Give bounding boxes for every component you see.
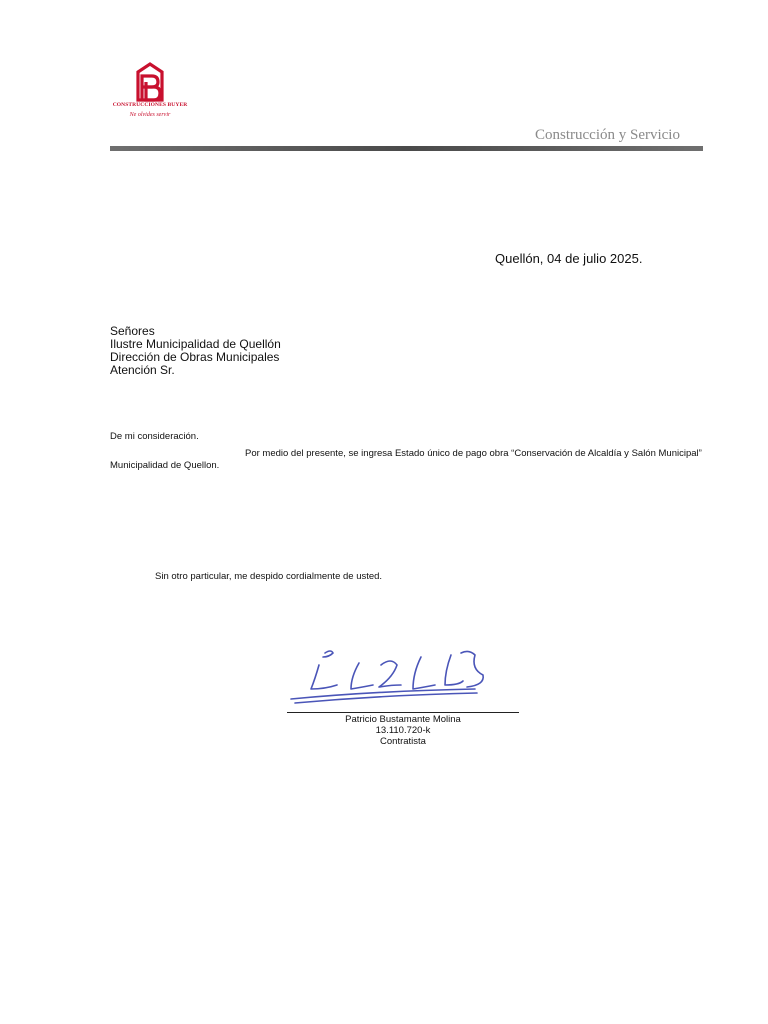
signature-line — [287, 712, 519, 713]
signer-role: Contratista — [380, 736, 426, 747]
signer-block — [287, 714, 519, 747]
signer-name: Patricio Bustamante Molina — [345, 714, 461, 725]
recipient-block — [110, 325, 281, 377]
greeting: De mi consideración. — [110, 431, 199, 442]
closing-line: Sin otro particular, me despido cordialmente de usted. — [155, 571, 383, 582]
header-subtitle: Construcción y Servicio — [535, 127, 680, 143]
recipient-line: Ilustre Municipalidad de Quellón — [110, 337, 281, 351]
company-tagline: Ne olvides servir — [129, 112, 171, 118]
company-logo-icon — [108, 60, 192, 102]
signer-rut: 13.110.720-k — [375, 725, 431, 736]
recipient-line: Atención Sr. — [110, 363, 175, 377]
recipient-line: Dirección de Obras Municipales — [110, 350, 280, 364]
handwritten-signature — [285, 645, 495, 707]
company-logo — [108, 60, 192, 124]
company-name: CONSTRUCCIONES BUYER — [112, 102, 188, 108]
body-paragraph: Por medio del presente, se ingresa Estado único de pago obra “Conservación de Alcaldía y Salón Municipal” Municipalidad de Quellon. — [110, 448, 702, 471]
header-divider — [110, 146, 703, 151]
letter-date: Quellón, 04 de julio 2025. — [495, 251, 643, 266]
recipient-line: Señores — [110, 324, 155, 338]
